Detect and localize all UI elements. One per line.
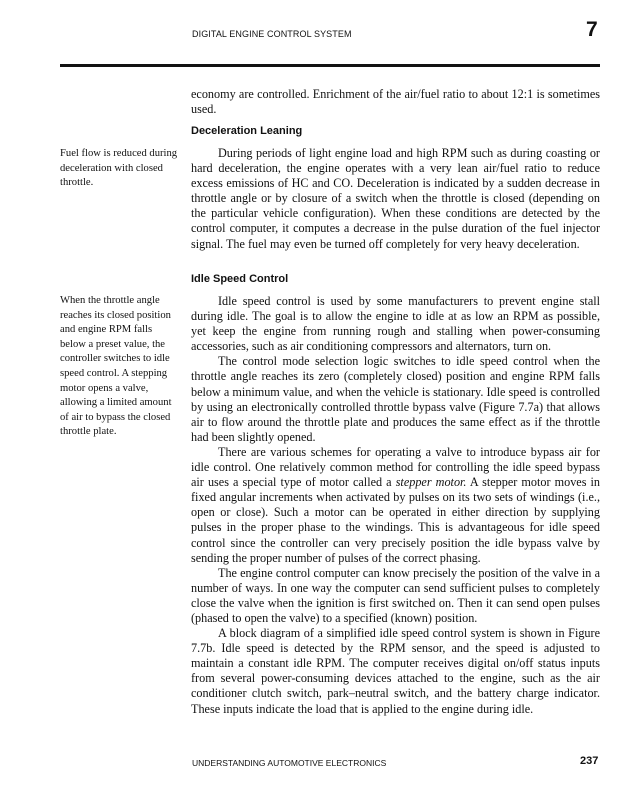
idle-body (191, 294, 600, 717)
intro-text (191, 87, 600, 117)
chapter-number: 7 (586, 18, 598, 41)
deceleration-paragraph: During periods of light engine load and high RPM such as during coasting or hard deceleration, the engine operates with a very lean air/fuel ratio to reduce excess emissions of HC and CO. Deceleration is indicated by a sudden decrease in throttle angle or by closure of a switch when the throttle is closed (depending on the particular vehicle configuration). When these conditions are detected by the control computer, it computes a decrease in the pulse duration of the fuel injector signal. The fuel may even be turned off completely for very heavy deceleration. (191, 146, 600, 251)
idle-heading: Idle Speed Control (191, 273, 289, 285)
idle-p3-start: There are various schemes for operating a valve to introduce bypass air for idle control. One relatively common method for controlling the idle speed bypass air uses a special type of motor called a (191, 444, 600, 490)
idle-paragraph-5: A block diagram of a simplified idle speed control system is shown in Figure 7.7b. Idle speed is detected by the RPM sensor, and the speed is adjusted to maintain a constant idle RPM. The computer receives digital on/off status inputs from several power-consuming devices attached to the engine, such as the air conditioner clutch switch, park–neutral switch, and the battery charge indicator. These inputs indicate the load that is applied to the engine during idle. (191, 626, 600, 716)
idle-margin-note: When the throttle angle reaches its closed position and engine RPM falls below a preset value, the controller switches to idle speed control. A stepping motor opens a valve, allowing a limited amount of air to bypass the closed throttle plate. (60, 295, 172, 438)
intro-paragraph: economy are controlled. Enrichment of the air/fuel ratio to about 12:1 is sometimes used. (191, 87, 600, 117)
idle-paragraph-3 (191, 445, 600, 566)
deceleration-heading: Deceleration Leaning (191, 125, 303, 137)
footer-title: UNDERSTANDING AUTOMOTIVE ELECTRONICS (192, 758, 387, 768)
idle-paragraph-1: Idle speed control is used by some manufacturers to prevent engine stall during idle. The goal is to allow the engine to idle at as low an RPM as possible, yet keep the engine from running rough and stalling when power-consuming accessories, such as air conditioning compressors and alternators, turn on. (191, 294, 600, 354)
deceleration-body (191, 146, 600, 252)
page-number: 237 (580, 755, 599, 767)
idle-p3-end: A stepper motor moves in fixed angular increments when activated by pulses on its two sets of windings (i.e., open or close). Such a motor can be operated in either direction by supplying pulses in the proper phase to the windings. This is advantageous for idle speed control since the controller can very precisely position the idle bypass valve by sending the proper number of pulses of the correct phasing. (191, 475, 601, 565)
stepper-motor-term: stepper motor. (395, 475, 467, 490)
idle-paragraph-2: The control mode selection logic switches to idle speed control when the throttle angle reaches its zero (completely closed) position and engine RPM falls below a minimum value, and when the vehicle is stationary. Idle speed is controlled by using an electronically controlled throttle bypass valve (Figure 7.7a) that allows air to flow around the throttle plate and produces the same effect as if the throttle had been slightly opened. (191, 354, 600, 444)
deceleration-margin-note: Fuel flow is reduced during deceleration with closed throttle. (60, 148, 178, 189)
header-title: DIGITAL ENGINE CONTROL SYSTEM (192, 29, 352, 39)
idle-paragraph-4: The engine control computer can know precisely the position of the valve in a number of ways. In one way the computer can send sufficient pulses to completely close the valve when the ignition is first switched on. Then it can send open pulses (phased to open the valve) to a specified (known) position. (191, 565, 600, 625)
header-rule (60, 64, 600, 67)
